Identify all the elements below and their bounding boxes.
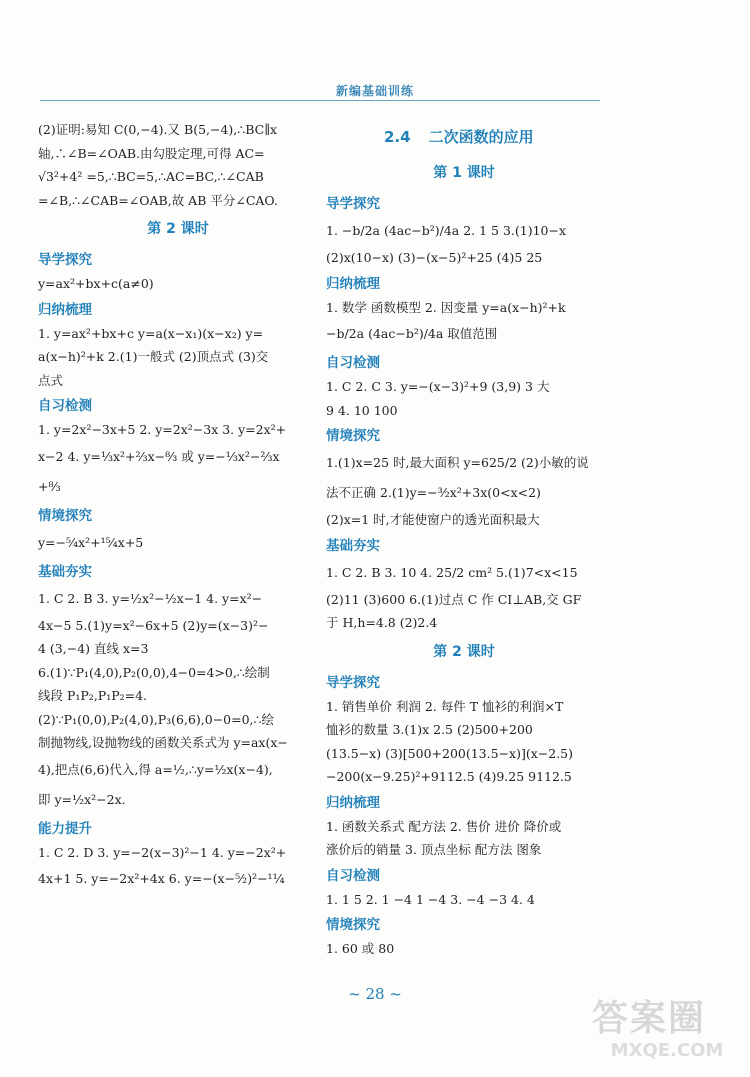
section-heading: 基础夯实 [38,563,92,580]
section-heading: 情境探究 [38,507,92,524]
text-line: 1. 1 5 2. 1 −4 1 −4 3. −4 −3 4. 4 [326,891,535,907]
lesson-title: 第 2 课时 [433,643,495,660]
text-line: −b/2a (4ac−b²)/4a 取值范围 [326,326,498,341]
text-line: 于 H,h=4.8 (2)2.4 [326,615,438,630]
text-line: 恤衫的数量 3.(1)x 2.5 (2)500+200 [326,722,533,737]
text-line: 1. C 2. B 3. y=½x²−½x−1 4. y=x²− [38,590,263,606]
text-line: 即 y=½x²−2x. [38,791,126,807]
left-column [38,118,318,894]
section-heading: 基础夯实 [326,537,380,554]
header-rule [40,100,600,101]
section-heading: 自习检测 [326,355,380,371]
text-line: a(x−h)²+k 2.(1)一般式 (2)顶点式 (3)交 [38,349,269,364]
page-number: ~ 28 ~ [348,985,402,1003]
text-line: (2)∵P₁(0,0),P₂(4,0),P₃(6,6),0−0=0,∴绘 [38,711,274,727]
watermark-bottom-text: MXQE.COM [610,1040,724,1061]
section-heading: 归纳梳理 [38,301,92,318]
text-line: (2)证明:易知 C(0,−4).又 B(5,−4),∴BC∥x [38,122,278,137]
text-line: −200(x−9.25)²+9112.5 (4)9.25 9112.5 [326,769,572,784]
text-line: 1. y=ax²+bx+c y=a(x−x₁)(x−x₂) y= [38,325,264,341]
chapter-number: 2.4 [384,128,411,146]
text-line: 1. 函数关系式 配方法 2. 售价 进价 降价或 [326,818,562,834]
text-line: 1. −b/2a (4ac−b²)/4a 2. 1 5 3.(1)10−x [326,223,567,238]
text-line: 1. y=2x²−3x+5 2. y=2x²−3x 3. y=2x²+ [38,422,287,437]
text-line: 4 (3,−4) 直线 x=3 [38,641,149,656]
text-line: 4x+1 5. y=−2x²+4x 6. y=−(x−⁵⁄₂)²−¹¹⁄₄ [38,871,285,886]
section-heading: 导学探究 [38,252,92,268]
text-line: 9 4. 10 100 [326,402,398,418]
watermark-logo [592,999,742,1071]
section-heading: 自习检测 [326,867,380,884]
text-line: 4),把点(6,6)代入,得 a=½,∴y=½x(x−4), [38,761,273,777]
chapter-name: 二次函数的应用 [428,128,534,146]
running-header: 新编基础训练 [335,84,414,98]
text-line: =∠B,∴∠CAB=∠OAB,故 AB 平分∠CAO. [38,192,278,208]
text-line: 涨价后的销量 3. 顶点坐标 配方法 图象 [326,842,542,857]
section-heading: 导学探究 [326,674,380,691]
section-heading: 归纳梳理 [326,794,380,811]
text-line: 制抛物线,设抛物线的函数关系式为 y=ax(x− [38,735,288,750]
text-line: +⁸⁄₃ [38,478,61,494]
text-line: 1. C 2. D 3. y=−2(x−3)²−1 4. y=−2x²+ [38,844,287,860]
text-line: 1. 销售单价 利润 2. 每件 T 恤衫的利润×T [326,698,564,714]
lesson-title: 第 2 课时 [147,221,209,237]
chapter-title [326,118,602,156]
text-line: 法不正确 2.(1)y=−³⁄₂x²+3x(0<x<2) [326,485,541,500]
text-line: 轴,∴∠B=∠OAB.由勾股定理,可得 AC= [38,145,265,161]
text-line: y=ax²+bx+c(a≠0) [38,276,154,291]
right-column [326,118,602,961]
text-line: (2)x(10−x) (3)−(x−5)²+25 (4)5 25 [326,250,543,265]
text-line: (2)11 (3)600 6.(1)过点 C 作 CI⊥AB,交 GF [326,591,582,607]
text-line: x−2 4. y=¹⁄₃x²+²⁄₃x−⁸⁄₃ 或 y=−¹⁄₃x²−²⁄₃x [38,448,280,464]
text-line: √3²+4² =5,∴BC=5,∴AC=BC,∴∠CAB [38,169,264,184]
text-line: 1.(1)x=25 时,最大面积 y=625/2 (2)小敏的说 [326,455,589,470]
lesson-title: 第 1 课时 [433,165,495,181]
section-heading: 情境探究 [326,428,380,444]
text-line: y=−⁵⁄₄x²+¹⁵⁄₄x+5 [38,534,144,550]
section-heading: 归纳梳理 [326,275,380,292]
text-line: 线段 P₁P₂,P₁P₂=4. [38,688,148,703]
text-line: 1. 60 或 80 [326,941,395,956]
text-line: (2)x=1 时,才能使窗户的透光面积最大 [326,512,540,527]
section-heading: 自习检测 [38,398,92,414]
text-line: 4x−5 5.(1)y=x²−6x+5 (2)y=(x−3)²− [38,617,269,633]
text-line: 1. C 2. B 3. 10 4. 25/2 cm² 5.(1)7<x<15 [326,564,578,580]
text-line: 点式 [38,372,64,388]
watermark-top-text: 答案圈 [592,998,707,1039]
section-heading: 能力提升 [38,820,92,837]
text-line: 1. 数学 函数模型 2. 因变量 y=a(x−h)²+k [326,299,566,315]
text-line: (13.5−x) (3)[500+200(13.5−x)](x−2.5) [326,745,573,761]
section-heading: 情境探究 [326,917,380,933]
text-line: 1. C 2. C 3. y=−(x−3)²+9 (3,9) 3 大 [326,379,550,394]
text-line: 6.(1)∵P₁(4,0),P₂(0,0),4−0=4>0,∴绘制 [38,664,270,680]
section-heading: 导学探究 [326,196,380,212]
